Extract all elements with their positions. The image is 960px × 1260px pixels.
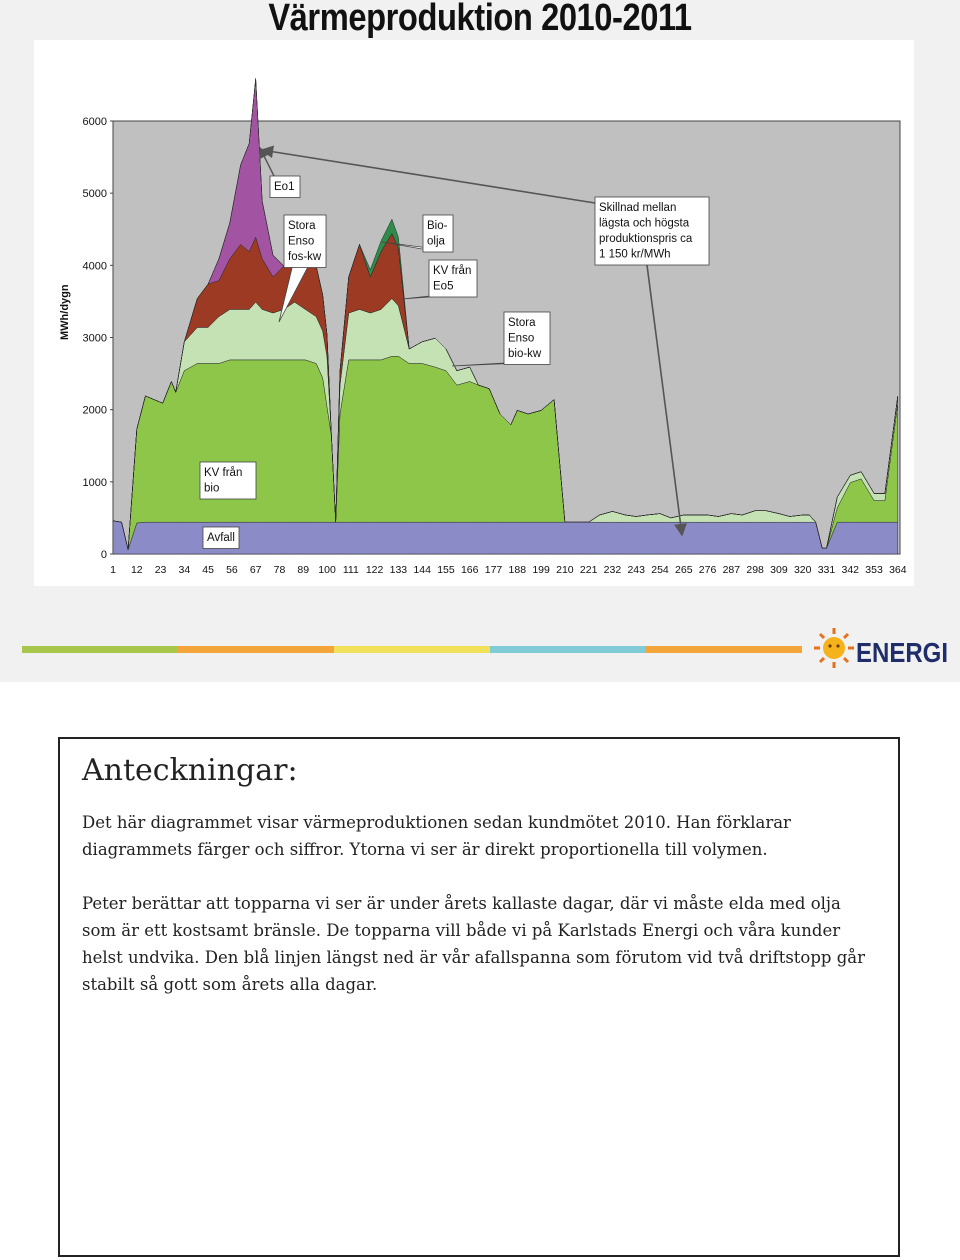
x-tick-label: 254 [651,564,669,576]
x-tick-label: 188 [508,564,527,576]
notes-heading: Anteckningar: [82,753,298,788]
x-tick-label: 67 [249,564,262,576]
annotation-text: Enso [288,235,315,248]
x-tick-label: 364 [889,564,907,576]
y-tick-label: 5000 [82,188,107,201]
y-tick-label: 2000 [82,404,107,417]
x-tick-label: 342 [841,564,860,576]
x-tick-label: 34 [178,564,191,576]
chart-panel [34,40,914,586]
y-tick-label: 1000 [82,476,107,489]
annotation-text: olja [427,235,445,248]
annotation-text: Bio- [427,220,448,232]
annotation-text: produktionspris ca [599,233,693,245]
stripe-segment [646,646,802,653]
annotation-text: fos-kw [288,251,322,263]
page-title: Värmeproduktion 2010-2011 [268,0,692,39]
x-tick-label: 353 [865,564,883,576]
x-tick-label: 122 [365,564,384,576]
x-tick-label: 133 [389,564,408,576]
annotation-text: Enso [508,332,535,345]
x-tick-label: 287 [722,564,741,576]
x-tick-label: 331 [817,564,836,576]
notes-box [58,737,900,1257]
x-tick-label: 320 [793,564,812,576]
x-tick-label: 144 [413,564,431,576]
company-logo [812,624,952,674]
y-tick-label: 0 [100,549,107,561]
annotation-text: KV från [204,467,243,479]
x-tick-label: 232 [603,564,622,576]
y-tick-label: 4000 [82,260,107,273]
sun-icon [814,628,854,668]
x-tick-label: 276 [698,564,717,576]
heat-production-chart [34,40,914,586]
annotation-text: KV från [433,265,472,277]
annotation-text: Eo1 [274,181,295,193]
x-tick-label: 177 [484,564,503,576]
x-tick-label: 23 [154,564,167,576]
x-tick-label: 155 [437,564,455,576]
y-axis-label: MWh/dygn [59,284,71,340]
x-tick-label: 210 [556,564,574,576]
x-tick-label: 111 [342,564,359,576]
x-tick-label: 56 [226,564,238,576]
annotation-text: Stora [508,317,536,329]
x-tick-label: 199 [532,564,550,576]
annotation-text: Avfall [207,532,235,544]
x-tick-label: 243 [627,564,645,576]
annotation-text: bio [204,482,220,495]
annotation-text: Eo5 [433,280,454,293]
stripe-segment [22,646,178,653]
logo-text: ENERGI [856,637,948,668]
stripe-segment [334,646,490,653]
annotation-text: Skillnad mellan [599,202,677,214]
x-tick-label: 166 [460,564,479,576]
x-tick-label: 12 [130,564,143,576]
y-tick-label: 3000 [82,332,107,345]
annotation-text: bio-kw [508,348,542,360]
decorative-stripe [22,646,802,653]
x-tick-label: 309 [770,564,788,576]
annotation-text: lägsta och högsta [599,217,690,230]
annotation-callout [200,462,256,499]
annotation-text: Stora [288,220,316,232]
x-tick-label: 89 [297,564,310,576]
x-tick-label: 1 [110,564,116,576]
x-tick-label: 298 [746,564,764,576]
x-tick-label: 45 [202,564,214,576]
notes-paragraph-2: Peter berättar att topparna vi ser är under årets kallaste dagar, där vi måste elda med olja som är ett kostsamt bränsle. De topparna vill både vi på Karlstads Energi och våra kunder helst undvika. Den blå linjen längst ned är vår afallspanna som förutom vid två driftstopp går stabilt så gott som årets alla dagar. [82,894,866,994]
x-tick-label: 265 [675,564,693,576]
notes-paragraph-1: Det här diagrammet visar värmeproduktionen sedan kundmötet 2010. Han förklarar diagrammets färger och siffror. Ytorna vi ser är direkt proportionella till volymen. [82,813,791,859]
x-tick-label: 78 [273,564,286,576]
y-tick-label: 6000 [82,116,107,128]
x-tick-label: 100 [318,564,336,576]
stripe-segment [490,646,646,653]
x-tick-label: 221 [579,564,598,576]
annotation-callout [203,527,239,549]
annotation-text: 1 150 kr/MWh [599,248,671,261]
stripe-segment [178,646,334,653]
